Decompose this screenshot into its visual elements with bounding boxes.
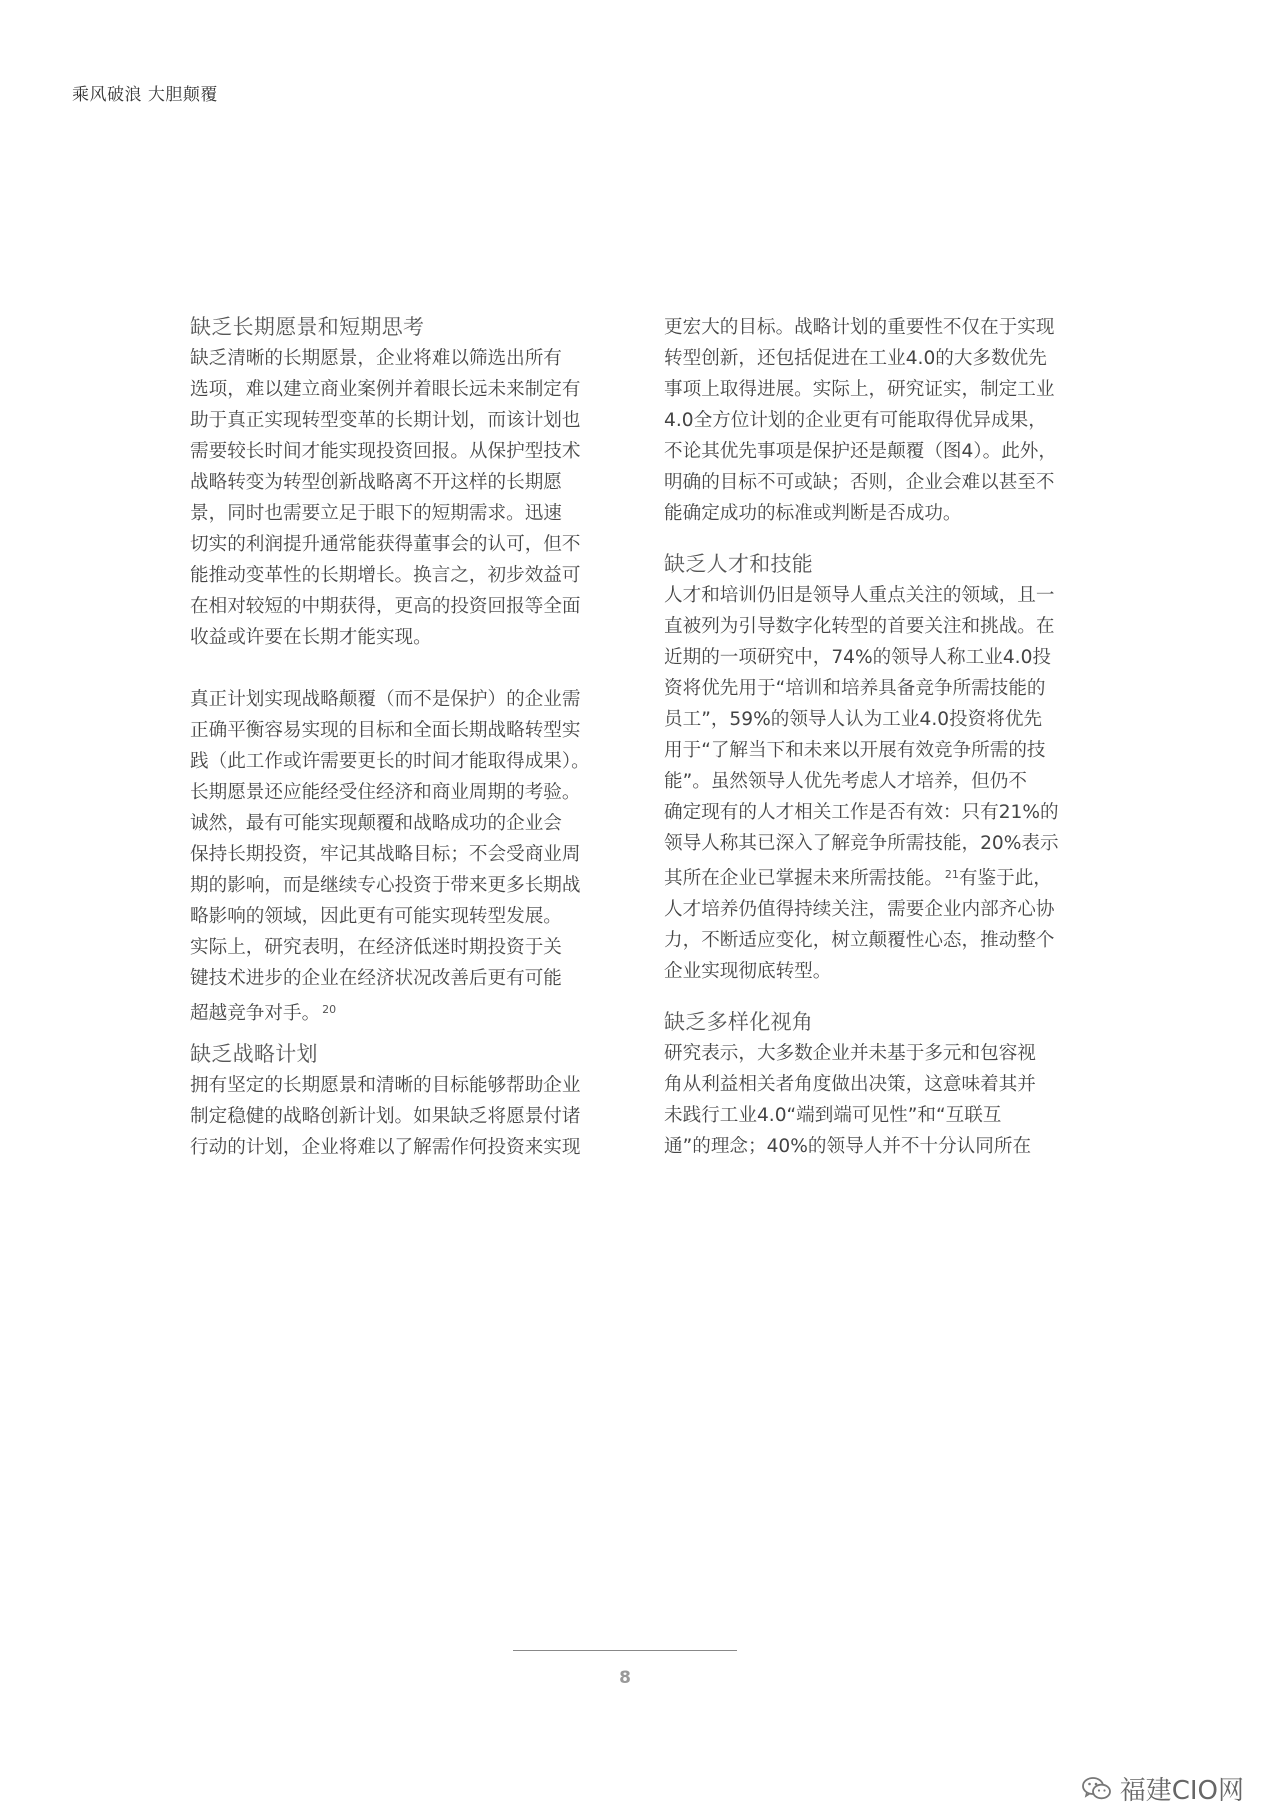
text-line: 能确定成功的标准或判断是否成功。: [664, 503, 962, 524]
text-line: 正确平衡容易实现的目标和全面长期战略转型实: [190, 720, 581, 741]
text-line: 近期的一项研究中，74%的领导人称工业4.0投: [664, 647, 1051, 668]
text-line: 略影响的领域，因此更有可能实现转型发展。: [190, 906, 562, 927]
text-line: 景，同时也需要立足于眼下的短期需求。迅速: [190, 503, 562, 524]
text-line: 4.0全方位计划的企业更有可能取得优异成果，: [664, 410, 1047, 431]
text-line-content: 有鉴于此，: [958, 868, 1052, 889]
text-line: 不论其优先事项是保护还是颠覆（图4）。此外，: [664, 441, 1057, 462]
text-line: 行动的计划，企业将难以了解需作何投资来实现: [190, 1137, 581, 1158]
paragraph-diverse-perspectives: [664, 1038, 1096, 1162]
right-column: [664, 312, 1096, 1162]
text-line: 未践行工业4.0“端到端可见性”和“互联互: [664, 1105, 1002, 1126]
text-line: 人才培养仍值得持续关注，需要企业内部齐心协: [664, 899, 1055, 920]
paragraph-strategic-plan: [190, 1070, 622, 1163]
footer-divider: [513, 1650, 737, 1651]
footnote-marker: 20: [322, 1003, 337, 1016]
text-line: 能”。虽然领导人优先考虑人才培养，但仍不: [664, 771, 1027, 792]
text-line: 人才和培训仍旧是领导人重点关注的领域，且一: [664, 585, 1055, 606]
wechat-icon: [1082, 1776, 1112, 1802]
section-heading-long-term-vision: 缺乏长期愿景和短期思考: [190, 315, 425, 339]
page-number: 8: [619, 1668, 631, 1688]
paragraph-talent-skills: [664, 580, 1096, 987]
text-line: 资将优先用于“培训和培养具备竞争所需技能的: [664, 678, 1046, 699]
text-line: 企业实现彻底转型。: [664, 961, 832, 982]
text-line: 力，不断适应变化，树立颠覆性心态，推动整个: [664, 930, 1055, 951]
text-line: 通”的理念；40%的领导人并不十分认同所在: [664, 1136, 1032, 1157]
watermark: [1082, 1770, 1244, 1807]
text-line: 战略转变为转型创新战略离不开这样的长期愿: [190, 472, 562, 493]
section-heading-diverse-perspectives: 缺乏多样化视角: [664, 1010, 814, 1034]
text-line: [190, 994, 622, 1029]
watermark-text: 福建CIO网: [1119, 1776, 1244, 1806]
text-line-content: 其所在企业已掌握未来所需技能。: [664, 868, 943, 889]
text-line: 保持长期投资，牢记其战略目标；不会受商业周: [190, 844, 581, 865]
text-line: 在相对较短的中期获得，更高的投资回报等全面: [190, 596, 581, 617]
text-line: 实际上，研究表明，在经济低迷时期投资于关: [190, 937, 562, 958]
section-heading-strategic-plan: 缺乏战略计划: [190, 1042, 318, 1066]
text-line: 键技术进步的企业在经济状况改善后更有可能: [190, 968, 562, 989]
paragraph-strategic-disruption: [190, 684, 622, 1029]
text-line: 切实的利润提升通常能获得董事会的认可，但不: [190, 534, 581, 555]
text-line: 能推动变革性的长期增长。换言之，初步效益可: [190, 565, 581, 586]
text-line: 收益或许要在长期才能实现。: [190, 627, 432, 648]
running-header: 乘风破浪 大胆颠覆: [72, 85, 218, 105]
text-line: 践（此工作或许需要更长的时间才能取得成果）。: [190, 751, 590, 772]
text-line: 直被列为引导数字化转型的首要关注和挑战。在: [664, 616, 1055, 637]
text-line: 长期愿景还应能经受住经济和商业周期的考验。: [190, 782, 581, 803]
section-heading-talent-skills: 缺乏人才和技能: [664, 552, 814, 576]
text-line: 事项上取得进展。实际上，研究证实，制定工业: [664, 379, 1055, 400]
text-line: 确定现有的人才相关工作是否有效：只有21%的: [664, 802, 1059, 823]
text-line: 用于“了解当下和未来以开展有效竞争所需的技: [664, 740, 1046, 761]
text-line: 期的影响，而是继续专心投资于带来更多长期战: [190, 875, 581, 896]
paragraph-long-term-vision: [190, 343, 622, 653]
text-line: 缺乏清晰的长期愿景，企业将难以筛选出所有: [190, 348, 562, 369]
text-line: 领导人称其已深入了解竞争所需技能，20%表示: [664, 833, 1059, 854]
text-line: 转型创新，还包括促进在工业4.0的大多数优先: [664, 348, 1047, 369]
text-line: 员工”，59%的领导人认为工业4.0投资将优先: [664, 709, 1043, 730]
paragraph-strategic-plan-continued: [664, 312, 1096, 529]
text-line: 更宏大的目标。战略计划的重要性不仅在于实现: [664, 317, 1055, 338]
text-line: 明确的目标不可或缺；否则，企业会难以甚至不: [664, 472, 1055, 493]
text-line: 诚然，最有可能实现颠覆和战略成功的企业会: [190, 813, 562, 834]
left-column: [190, 312, 622, 1163]
text-line: 拥有坚定的长期愿景和清晰的目标能够帮助企业: [190, 1075, 581, 1096]
text-line: 选项，难以建立商业案例并着眼长远未来制定有: [190, 379, 581, 400]
text-line: 角从利益相关者角度做出决策，这意味着其并: [664, 1074, 1036, 1095]
text-line: 真正计划实现战略颠覆（而不是保护）的企业需: [190, 689, 581, 710]
text-line: 需要较长时间才能实现投资回报。从保护型技术: [190, 441, 581, 462]
footnote-marker: 21: [944, 868, 959, 881]
text-line: [664, 859, 1096, 894]
text-line: 研究表示，大多数企业并未基于多元和包容视: [664, 1043, 1036, 1064]
text-line-content: 超越竞争对手。: [190, 1003, 321, 1024]
text-line: 制定稳健的战略创新计划。如果缺乏将愿景付诸: [190, 1106, 581, 1127]
text-line: 助于真正实现转型变革的长期计划，而该计划也: [190, 410, 581, 431]
